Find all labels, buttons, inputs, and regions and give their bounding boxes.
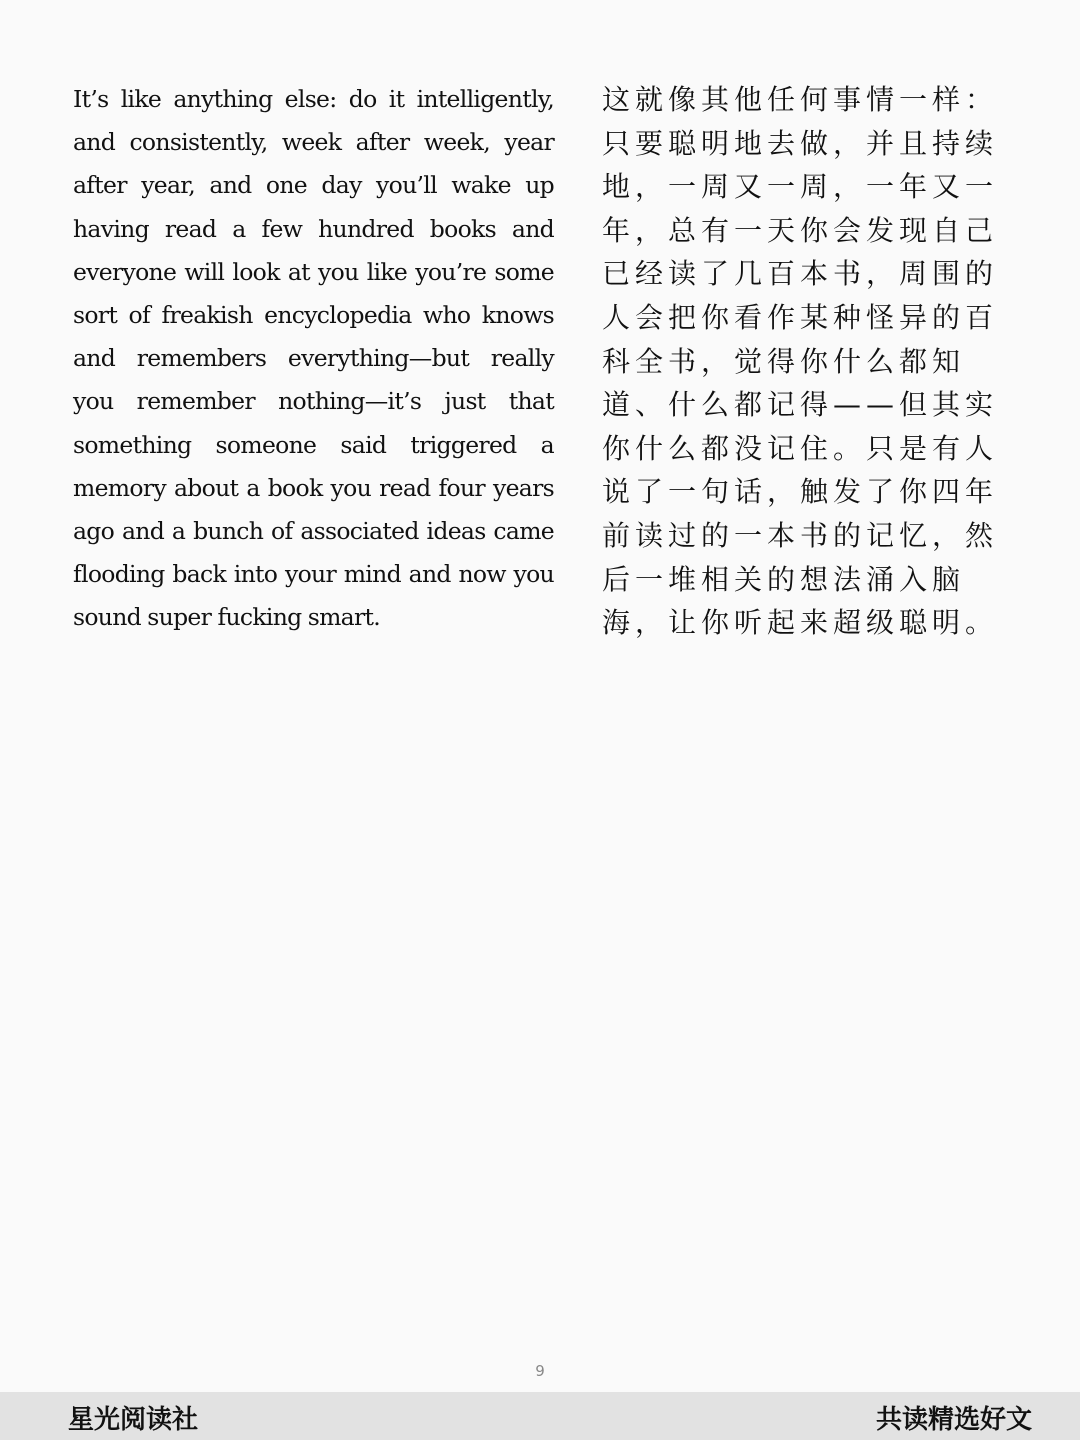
english-paragraph: It’s like anything else: do it intelligently, and consistently, week after week, year after year, and one day you’ll wake up having read a few hundred books and everyone will look at you like you’re some sort of freakish encyclopedia who knows and remembers everything—but really you remember nothing—it’s just that something someone said triggered a memory about a book you read four years ago and a bunch of associated ideas came flooding back into your mind and now you sound super fucking smart. — [73, 85, 554, 632]
chinese-paragraph: 这就像其他任何事情一样：只要聪明地去做，并且持续地，一周又一周，一年又一年，总有一天你会发现自己已经读了几百本书，周围的人会把你看作某种怪异的百科全书，觉得你什么都知道、什么都记得——但其实你什么都没记住。只是有人说了一句话，触发了你四年前读过的一本书的记忆，然后一堆相关的想法涌入脑海，让你听起来超级聪明。 — [602, 83, 999, 640]
footer-bar — [0, 1392, 1080, 1440]
footer-tagline: 共读精选好文 — [875, 1405, 1032, 1435]
footer-publisher-name: 星光阅读社 — [68, 1405, 199, 1435]
page-number: 9 — [535, 1362, 545, 1380]
